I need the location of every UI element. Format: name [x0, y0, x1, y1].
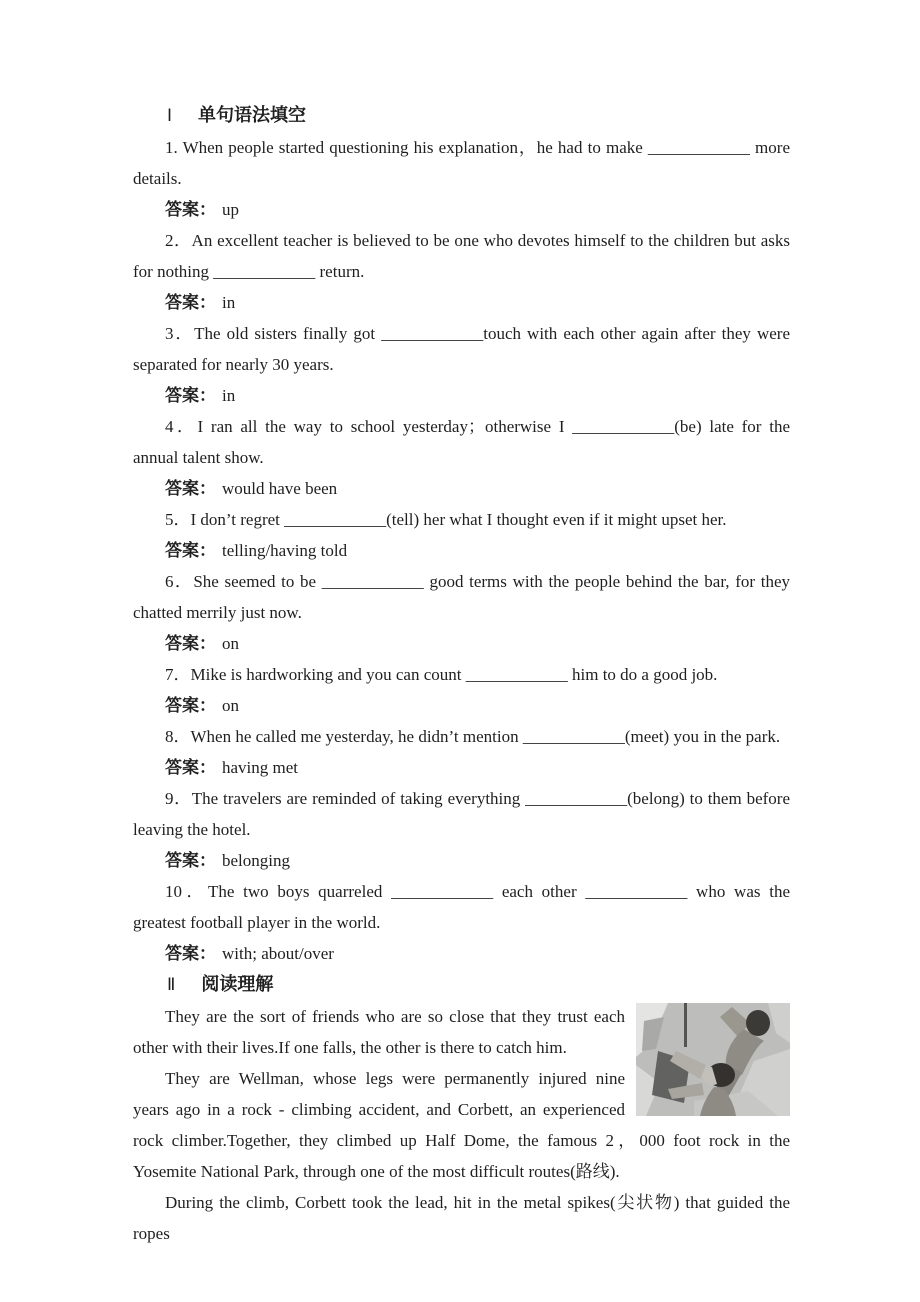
answer-10: [133, 938, 790, 969]
answer-value: in: [222, 293, 236, 312]
answer-9: [133, 845, 790, 876]
answer-label: 答案：: [165, 479, 216, 498]
answer-value: telling/having told: [222, 541, 348, 560]
answer-label: 答案：: [165, 293, 216, 312]
answer-value: in: [222, 386, 236, 405]
question-6: 6．She seemed to be ____________ good terms with the people behind the bar, for they chatted merrily just now.: [133, 572, 790, 622]
question-2: 2．An excellent teacher is believed to be one who devotes himself to the children but asks for nothing ____________ return.: [133, 231, 790, 281]
section2-title: 阅读理解: [201, 974, 274, 994]
answer-value: up: [222, 200, 239, 219]
reading-paragraph-3: During the climb, Corbett took the lead, hit in the metal spikes(尖状物) that guided the ropes: [133, 1193, 790, 1243]
answer-value: would have been: [222, 479, 338, 498]
question-7: 7．Mike is hardworking and you can count ____________ him to do a good job.: [165, 665, 718, 684]
answer-value: on: [222, 696, 239, 715]
reading-paragraph-2: They are Wellman, whose legs were permanently injured nine years ago in a rock - climbing accident, and Corbett, an experienced rock climber.Together, they climbed up Half Dome, the famous 2，000 foot rock in the Yosemite National Park, through one of the most difficult routes(路线).: [133, 1069, 790, 1181]
reading-passage: [133, 1001, 790, 1249]
answer-label: 答案：: [165, 851, 216, 870]
rock-climbers-photo: [636, 1003, 790, 1116]
question-3: 3．The old sisters finally got ____________touch with each other again after they were separated for nearly 30 years.: [133, 324, 790, 374]
answer-8: [133, 752, 790, 783]
question-4: 4．I ran all the way to school yesterday；otherwise I ____________(be) late for the annual talent show.: [133, 417, 790, 467]
answer-label: 答案：: [165, 634, 216, 653]
answer-value: having met: [222, 758, 299, 777]
answer-label: 答案：: [165, 758, 216, 777]
reading-paragraph-1: They are the sort of friends who are so close that they trust each other with their lives.If one falls, the other is there to catch him.: [133, 1007, 625, 1057]
question-9: 9．The travelers are reminded of taking everything ____________(belong) to them before leaving the hotel.: [133, 789, 790, 839]
answer-7: [133, 690, 790, 721]
answer-value: with; about/over: [222, 944, 334, 963]
answer-label: 答案：: [165, 696, 216, 715]
answer-2: [133, 287, 790, 318]
question-8: 8．When he called me yesterday, he didn’t mention ____________(meet) you in the park.: [165, 727, 781, 746]
rock-climbers-illustration: [636, 1003, 790, 1116]
document-page: [133, 100, 790, 1249]
question-10: 10．The two boys quarreled ____________ each other ____________ who was the greatest football player in the world.: [133, 882, 790, 932]
section1-numeral: Ⅰ: [167, 106, 173, 126]
answer-4: [133, 473, 790, 504]
question-1: 1. When people started questioning his explanation，he had to make ____________ more details.: [133, 138, 790, 188]
answer-label: 答案：: [165, 541, 216, 560]
answer-value: on: [222, 634, 239, 653]
answer-value: belonging: [222, 851, 290, 870]
answer-label: 答案：: [165, 944, 216, 963]
answer-6: [133, 628, 790, 659]
section1-title: 单句语法填空: [198, 105, 307, 125]
answer-3: [133, 380, 790, 411]
section2-numeral: Ⅱ: [167, 975, 176, 995]
answer-1: [133, 194, 790, 225]
answer-label: 答案：: [165, 200, 216, 219]
section1-heading: [133, 100, 790, 132]
question-5: 5．I don’t regret ____________(tell) her what I thought even if it might upset her.: [165, 510, 727, 529]
answer-5: [133, 535, 790, 566]
section2-heading: [133, 969, 790, 1001]
answer-label: 答案：: [165, 386, 216, 405]
